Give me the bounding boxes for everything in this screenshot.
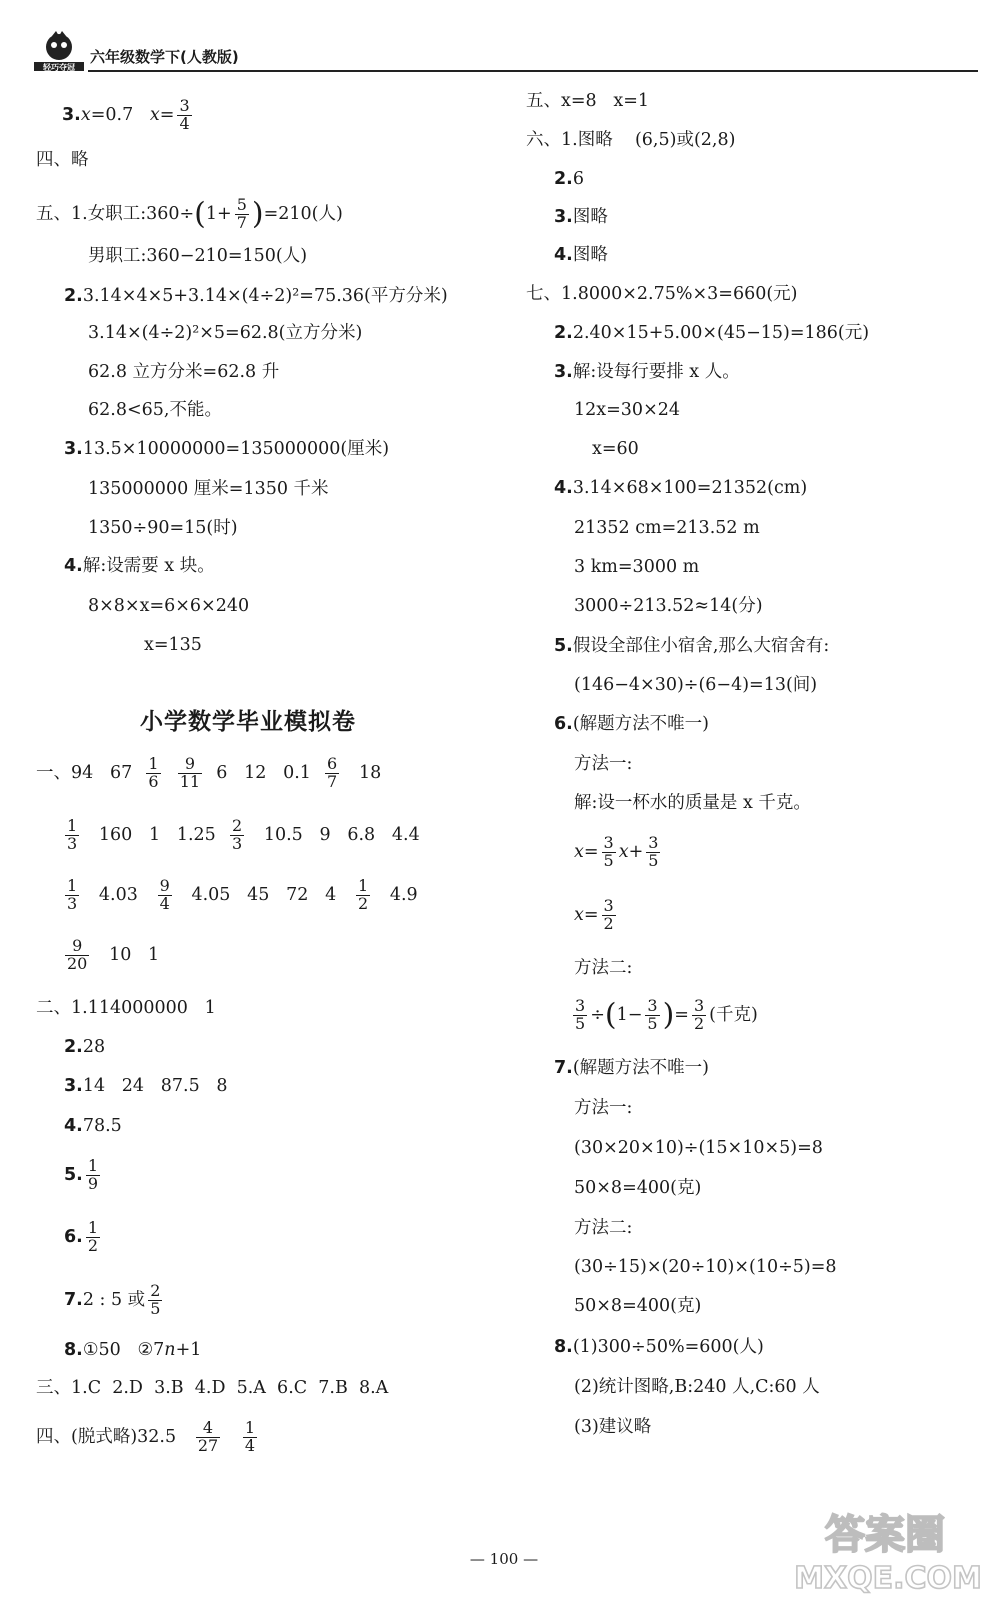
answer-line: (2)统计图略,B:240 人,C:60 人 bbox=[574, 1377, 820, 1397]
answer-line: 2.2.40×15+5.00×(45−15)=186(元) bbox=[554, 323, 870, 343]
answer-line: 5.假设全部住小宿舍,那么大宿舍有: bbox=[554, 636, 830, 656]
svg-text:MXQE.COM: MXQE.COM bbox=[794, 1561, 982, 1595]
answer-line: 4.图略 bbox=[554, 245, 608, 265]
fraction: $\frac{3}{5}$ bbox=[603, 833, 614, 870]
answer-line: (3)建议略 bbox=[574, 1417, 652, 1437]
answer-line: 62.8<65,不能。 bbox=[88, 400, 222, 420]
fraction: $\frac{2}{3}$ bbox=[231, 816, 243, 853]
answer-line: 六、1.图略 (6,5)或(2,8) bbox=[526, 130, 736, 150]
fraction: $\frac{3}{2}$ bbox=[603, 896, 614, 933]
answer-line: (30÷15)×(20÷10)×(10÷5)=8 bbox=[574, 1257, 837, 1277]
fraction: $\frac{6}{7}$ bbox=[327, 754, 338, 791]
answer-line: 6.(解题方法不唯一) bbox=[554, 714, 709, 734]
fraction: $\frac{3}{5}$ bbox=[648, 833, 659, 870]
answer-line: 四、略 bbox=[36, 150, 89, 170]
answer-line: x=135 bbox=[144, 635, 202, 655]
fraction: $\frac{1}{9}$ bbox=[87, 1156, 99, 1193]
answer-line: 3.x=0.7 x= $\frac{3}{4}$ bbox=[62, 96, 190, 133]
answer-line: 7.2 : 5 或 $\frac{2}{5}$ bbox=[64, 1281, 161, 1318]
answer-line: 五、x=8 x=1 bbox=[526, 91, 650, 111]
answer-line: $\frac{3}{5}$ ÷(1− $\frac{3}{5}$ )= $\frac{3}{2}$ (千克) bbox=[575, 996, 758, 1033]
fraction: $\frac{3}{5}$ bbox=[575, 996, 586, 1033]
answer-line: 五、1.女职工:360÷(1+ $\frac{5}{7}$ )=210(人) bbox=[36, 195, 343, 232]
answer-line: 3.14×(4÷2)²×5=62.8(立方分米) bbox=[88, 323, 363, 343]
answer-line: 男职工:360−210=150(人) bbox=[88, 246, 308, 266]
svg-text:答案圈: 答案圈 bbox=[825, 1512, 945, 1558]
answer-line: $\frac{9}{20}$ 10 1 bbox=[67, 936, 160, 973]
answer-line: 8.①50 ②7n+1 bbox=[64, 1340, 202, 1360]
fraction: $\frac{2}{5}$ bbox=[150, 1281, 161, 1318]
answer-line: 三、1.C 2.D 3.B 4.D 5.A 6.C 7.B 8.A bbox=[36, 1378, 389, 1398]
answer-line: x= $\frac{3}{5}$ x+ $\frac{3}{5}$ bbox=[574, 833, 659, 870]
fraction: $\frac{4}{27}$ bbox=[197, 1418, 219, 1455]
answer-line: 3.图略 bbox=[554, 207, 608, 227]
fraction: $\frac{3}{5}$ bbox=[647, 996, 658, 1033]
logo bbox=[32, 30, 86, 72]
page-number: — 100 — bbox=[469, 1550, 539, 1568]
answer-line: 4.3.14×68×100=21352(cm) bbox=[554, 478, 808, 498]
answer-line: 8×8×x=6×6×240 bbox=[88, 596, 250, 616]
page-header bbox=[28, 30, 978, 74]
header-rule bbox=[88, 70, 978, 72]
answer-line: 2.6 bbox=[554, 169, 584, 189]
answer-line: 1350÷90=15(时) bbox=[88, 518, 238, 538]
answer-line: 7.(解题方法不唯一) bbox=[554, 1058, 709, 1078]
answer-line: 3.14 24 87.5 8 bbox=[64, 1076, 228, 1096]
answer-line: 一、94 67 $\frac{1}{6}$ $\frac{9}{11}$ 6 12 0.1 $\frac{6}{7}$ 18 bbox=[36, 754, 382, 791]
fraction: $\frac{1}{2}$ bbox=[87, 1218, 99, 1255]
answer-line: 2.3.14×4×5+3.14×(4÷2)²=75.36(平方分米) bbox=[64, 286, 448, 306]
answer-line: x= $\frac{3}{2}$ bbox=[574, 896, 614, 933]
answer-line: 6. $\frac{1}{2}$ bbox=[64, 1218, 99, 1255]
fraction: $\frac{1}{3}$ bbox=[67, 876, 78, 913]
answer-line: 135000000 厘米=1350 千米 bbox=[88, 479, 329, 499]
fraction: $\frac{9}{11}$ bbox=[179, 754, 201, 791]
answer-line: 62.8 立方分米=62.8 升 bbox=[88, 362, 280, 382]
fraction: $\frac{1}{3}$ bbox=[67, 816, 78, 853]
fraction: $\frac{9}{20}$ bbox=[67, 936, 88, 973]
fraction: $\frac{5}{7}$ bbox=[236, 195, 247, 232]
answer-line: 解:设一杯水的质量是 x 千克。 bbox=[574, 793, 811, 813]
header-title: 六年级数学下(人教版) bbox=[90, 48, 239, 66]
answer-line: 5. $\frac{1}{9}$ bbox=[64, 1156, 99, 1193]
section-title: 小学数学毕业模拟卷 bbox=[140, 709, 356, 735]
answer-line: 四、(脱式略)32.5 $\frac{4}{27}$ $\frac{1}{4}$ bbox=[36, 1418, 256, 1455]
answer-line: 50×8=400(克) bbox=[574, 1178, 702, 1198]
answer-line: 3.13.5×10000000=135000000(厘米) bbox=[64, 439, 390, 459]
answer-line: 3 km=3000 m bbox=[574, 557, 700, 577]
answer-line: 二、1.114000000 1 bbox=[36, 998, 216, 1018]
answer-line: 方法一: bbox=[574, 754, 633, 774]
answer-line: 七、1.8000×2.75%×3=660(元) bbox=[526, 284, 798, 304]
answer-line: 2.28 bbox=[64, 1037, 106, 1057]
fraction: $\frac{1}{4}$ bbox=[244, 1418, 256, 1455]
answer-line: 方法二: bbox=[574, 958, 633, 978]
answer-line: 50×8=400(克) bbox=[574, 1296, 702, 1316]
answer-line: (146−4×30)÷(6−4)=13(间) bbox=[574, 675, 818, 695]
answer-line: 3000÷213.52≈14(分) bbox=[574, 596, 763, 616]
watermark-logo bbox=[780, 1500, 995, 1595]
fraction: $\frac{3}{2}$ bbox=[693, 996, 705, 1033]
svg-text:轻巧夺冠: 轻巧夺冠 bbox=[43, 63, 75, 72]
answer-line: 4.解:设需要 x 块。 bbox=[64, 556, 215, 576]
answer-line: (30×20×10)÷(15×10×5)=8 bbox=[574, 1138, 823, 1158]
answer-line: 方法二: bbox=[574, 1218, 633, 1238]
answer-line: 方法一: bbox=[574, 1098, 633, 1118]
answer-line: 21352 cm=213.52 m bbox=[574, 518, 760, 538]
fraction: $\frac{3}{4}$ bbox=[179, 96, 190, 133]
answer-line: $\frac{1}{3}$ 160 1 1.25 $\frac{2}{3}$ 10.5 9 6.8 4.4 bbox=[67, 816, 420, 853]
answer-line: x=60 bbox=[592, 439, 639, 459]
answer-line: 8.(1)300÷50%=600(人) bbox=[554, 1337, 764, 1357]
answer-line: 4.78.5 bbox=[64, 1116, 122, 1136]
fraction: $\frac{1}{6}$ bbox=[148, 754, 159, 791]
fraction: $\frac{9}{4}$ bbox=[159, 876, 170, 913]
answer-line: 3.解:设每行要排 x 人。 bbox=[554, 362, 740, 382]
fraction: $\frac{1}{2}$ bbox=[357, 876, 369, 913]
answer-line: $\frac{1}{3}$ 4.03 $\frac{9}{4}$ 4.05 45 72 4 $\frac{1}{2}$ 4.9 bbox=[67, 876, 418, 913]
answer-line: 12x=30×24 bbox=[574, 400, 680, 420]
